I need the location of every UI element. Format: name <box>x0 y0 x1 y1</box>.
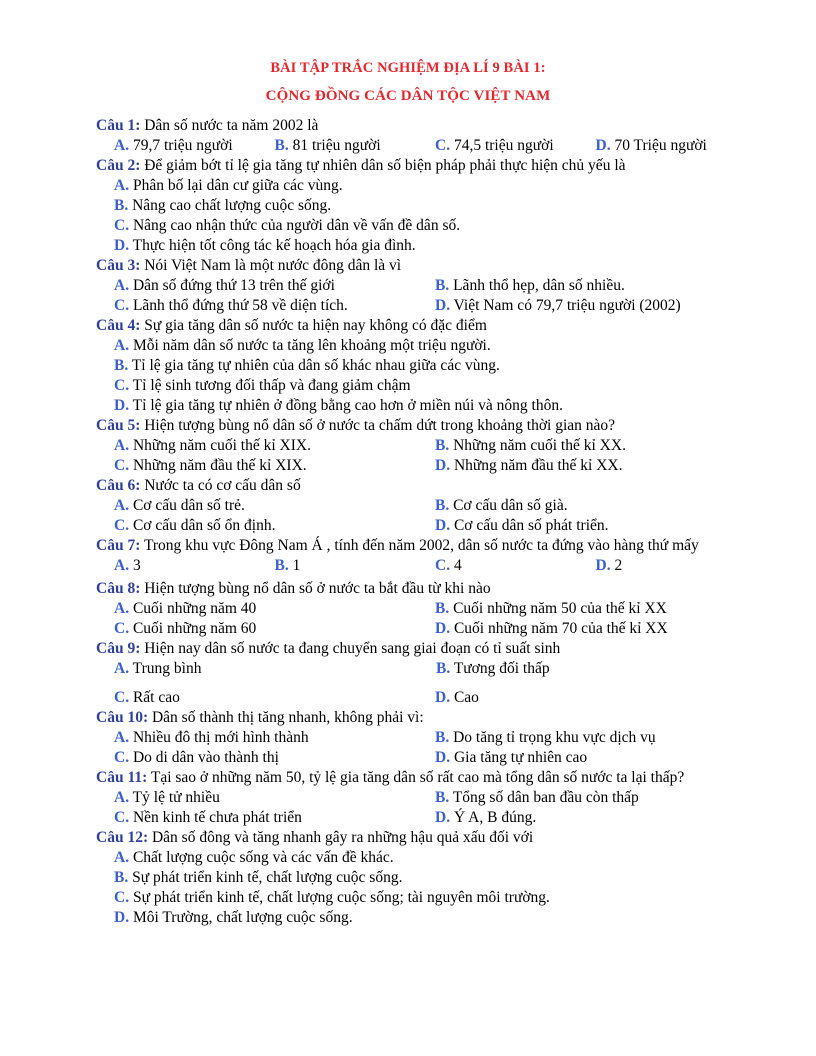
question-text: Dân số thành thị tăng nhanh, không phải vì: <box>148 709 424 726</box>
option-a[interactable]: A. Dân số đứng thứ 13 trên thế giới <box>114 277 335 294</box>
question-list <box>96 116 756 928</box>
question-text: Nước ta có cơ cấu dân số <box>140 477 301 494</box>
option-d[interactable]: D. 70 Triệu người <box>595 137 707 154</box>
option-d[interactable]: D. Những năm đầu thế kỉ XX. <box>435 457 623 474</box>
option-b[interactable]: B. Tỉ lệ gia tăng tự nhiên của dân số khác nhau giữa các vùng. <box>114 357 500 374</box>
question-text: Dân số đông và tăng nhanh gây ra những hậu quả xấu đối với <box>148 829 534 846</box>
question-7 <box>96 536 756 576</box>
option-d[interactable]: D. Cao <box>435 689 479 706</box>
option-d[interactable]: D. Thực hiện tốt công tác kế hoạch hóa gia đình. <box>114 237 416 254</box>
option-a[interactable]: A. 3 <box>114 557 141 574</box>
question-label: Câu 5: <box>96 417 141 434</box>
option-b[interactable]: B. Cơ cấu dân số già. <box>435 497 568 514</box>
option-a[interactable]: A. Cơ cấu dân số trẻ. <box>114 497 245 514</box>
question-text: Trong khu vực Đông Nam Á , tính đến năm 2002, dân số nước ta đứng vào hàng thứ mấy <box>140 537 699 554</box>
question-label: Câu 6: <box>96 477 141 494</box>
option-b[interactable]: B. Tổng số dân ban đầu còn thấp <box>435 789 639 806</box>
question-2 <box>96 156 756 256</box>
question-3 <box>96 256 756 316</box>
question-label: Câu 10: <box>96 709 149 726</box>
question-text: Sự gia tăng dân số nước ta hiện nay không có đặc điểm <box>140 317 487 334</box>
question-text: Nói Việt Nam là một nước đông dân là vì <box>140 257 402 274</box>
option-c[interactable]: C. Sự phát triển kinh tế, chất lượng cuộc sống; tài nguyên môi trường. <box>114 889 550 906</box>
option-d[interactable]: D. 2 <box>595 557 623 574</box>
option-c[interactable]: C. Nâng cao nhận thức của người dân về vấn đề dân số. <box>114 217 461 234</box>
question-5 <box>96 416 756 476</box>
option-a[interactable]: A. Tỷ lệ tử nhiều <box>114 789 220 806</box>
question-label: Câu 9: <box>96 640 141 657</box>
question-10 <box>96 708 756 768</box>
option-b[interactable]: B. Những năm cuối thế kỉ XX. <box>435 437 626 454</box>
worksheet-title: BÀI TẬP TRẮC NGHIỆM ĐỊA LÍ 9 BÀI 1: <box>270 60 546 76</box>
question-label: Câu 11: <box>96 769 148 786</box>
option-a[interactable]: A. Cuối những năm 40 <box>114 600 257 617</box>
option-b[interactable]: B. Tương đối thấp <box>436 660 550 677</box>
option-a[interactable]: A. Mỗi năm dân số nước ta tăng lên khoảng một triệu người. <box>114 337 491 354</box>
question-text: Tại sao ở những năm 50, tỷ lệ gia tăng dân số rất cao mà tổng dân số nước ta lại thấp? <box>147 769 685 786</box>
question-text: Để giảm bớt tỉ lệ gia tăng tự nhiên dân số biện pháp phải thực hiện chủ yếu là <box>140 157 626 174</box>
option-b[interactable]: B. Lãnh thổ hẹp, dân số nhiều. <box>435 277 625 294</box>
option-b[interactable]: B. Nâng cao chất lượng cuộc sống. <box>114 197 332 214</box>
question-label: Câu 3: <box>96 257 141 274</box>
option-d[interactable]: D. Tỉ lệ gia tăng tự nhiên ở đồng bằng cao hơn ở miền núi và nông thôn. <box>114 397 563 414</box>
option-d[interactable]: D. Ý A, B đúng. <box>435 809 537 826</box>
option-b[interactable]: B. Cuối những năm 50 của thế kỉ XX <box>435 600 667 617</box>
option-a[interactable]: A. Nhiều đô thị mới hình thành <box>114 729 309 746</box>
question-label: Câu 12: <box>96 829 149 846</box>
option-c[interactable]: C. Rất cao <box>114 689 180 706</box>
option-d[interactable]: D. Gia tăng tự nhiên cao <box>435 749 588 766</box>
question-label: Câu 2: <box>96 157 141 174</box>
option-c[interactable]: C. Do di dân vào thành thị <box>114 749 279 766</box>
option-a[interactable]: A. Chất lượng cuộc sống và các vấn đề khác. <box>114 849 394 866</box>
option-a[interactable]: A. Trung bình <box>114 660 202 677</box>
question-text: Hiện tượng bùng nổ dân số ở nước ta chấm dứt trong khoảng thời gian nào? <box>140 417 616 434</box>
option-c[interactable]: C. 4 <box>435 557 462 574</box>
option-d[interactable]: D. Cuối những năm 70 của thế kỉ XX <box>435 620 668 637</box>
option-c[interactable]: C. Những năm đầu thế kỉ XIX. <box>114 457 307 474</box>
question-label: Câu 4: <box>96 317 141 334</box>
question-12 <box>96 828 756 928</box>
option-a[interactable]: A. Phân bố lại dân cư giữa các vùng. <box>114 177 343 194</box>
option-b[interactable]: B. 1 <box>274 557 301 574</box>
question-text: Dân số nước ta năm 2002 là <box>140 117 319 134</box>
option-a[interactable]: A. Những năm cuối thế kỉ XIX. <box>114 437 311 454</box>
question-4 <box>96 316 756 416</box>
option-b[interactable]: B. Do tăng tỉ trọng khu vực dịch vụ <box>435 729 656 746</box>
question-9 <box>96 639 756 708</box>
option-c[interactable]: C. 74,5 triệu người <box>435 137 554 154</box>
question-label: Câu 7: <box>96 537 141 554</box>
option-c[interactable]: C. Cuối những năm 60 <box>114 620 257 637</box>
option-c[interactable]: C. Lãnh thổ đứng thứ 58 về diện tích. <box>114 297 348 314</box>
question-text: Hiện tượng bùng nổ dân số ở nước ta bắt đầu từ khi nào <box>140 580 491 597</box>
question-8 <box>96 579 756 639</box>
question-6 <box>96 476 756 536</box>
question-1 <box>96 116 756 156</box>
question-label: Câu 1: <box>96 117 141 134</box>
option-b[interactable]: B. 81 triệu người <box>274 137 381 154</box>
option-d[interactable]: D. Môi Trường, chất lượng cuộc sống. <box>114 909 353 926</box>
option-c[interactable]: C. Nền kinh tế chưa phát triển <box>114 809 302 826</box>
question-label: Câu 8: <box>96 580 141 597</box>
option-c[interactable]: C. Tỉ lệ sinh tương đối thấp và đang giảm chậm <box>114 377 411 394</box>
worksheet-subtitle: CỘNG ĐỒNG CÁC DÂN TỘC VIỆT NAM <box>265 88 551 104</box>
question-text: Hiện nay dân số nước ta đang chuyển sang giai đoạn có tỉ suất sinh <box>140 640 561 657</box>
option-c[interactable]: C. Cơ cấu dân số ổn định. <box>114 517 276 534</box>
option-d[interactable]: D. Việt Nam có 79,7 triệu người (2002) <box>435 297 681 314</box>
option-a[interactable]: A. 79,7 triệu người <box>114 137 233 154</box>
option-b[interactable]: B. Sự phát triển kinh tế, chất lượng cuộc sống. <box>114 869 403 886</box>
option-d[interactable]: D. Cơ cấu dân số phát triển. <box>435 517 609 534</box>
question-11 <box>96 768 756 828</box>
